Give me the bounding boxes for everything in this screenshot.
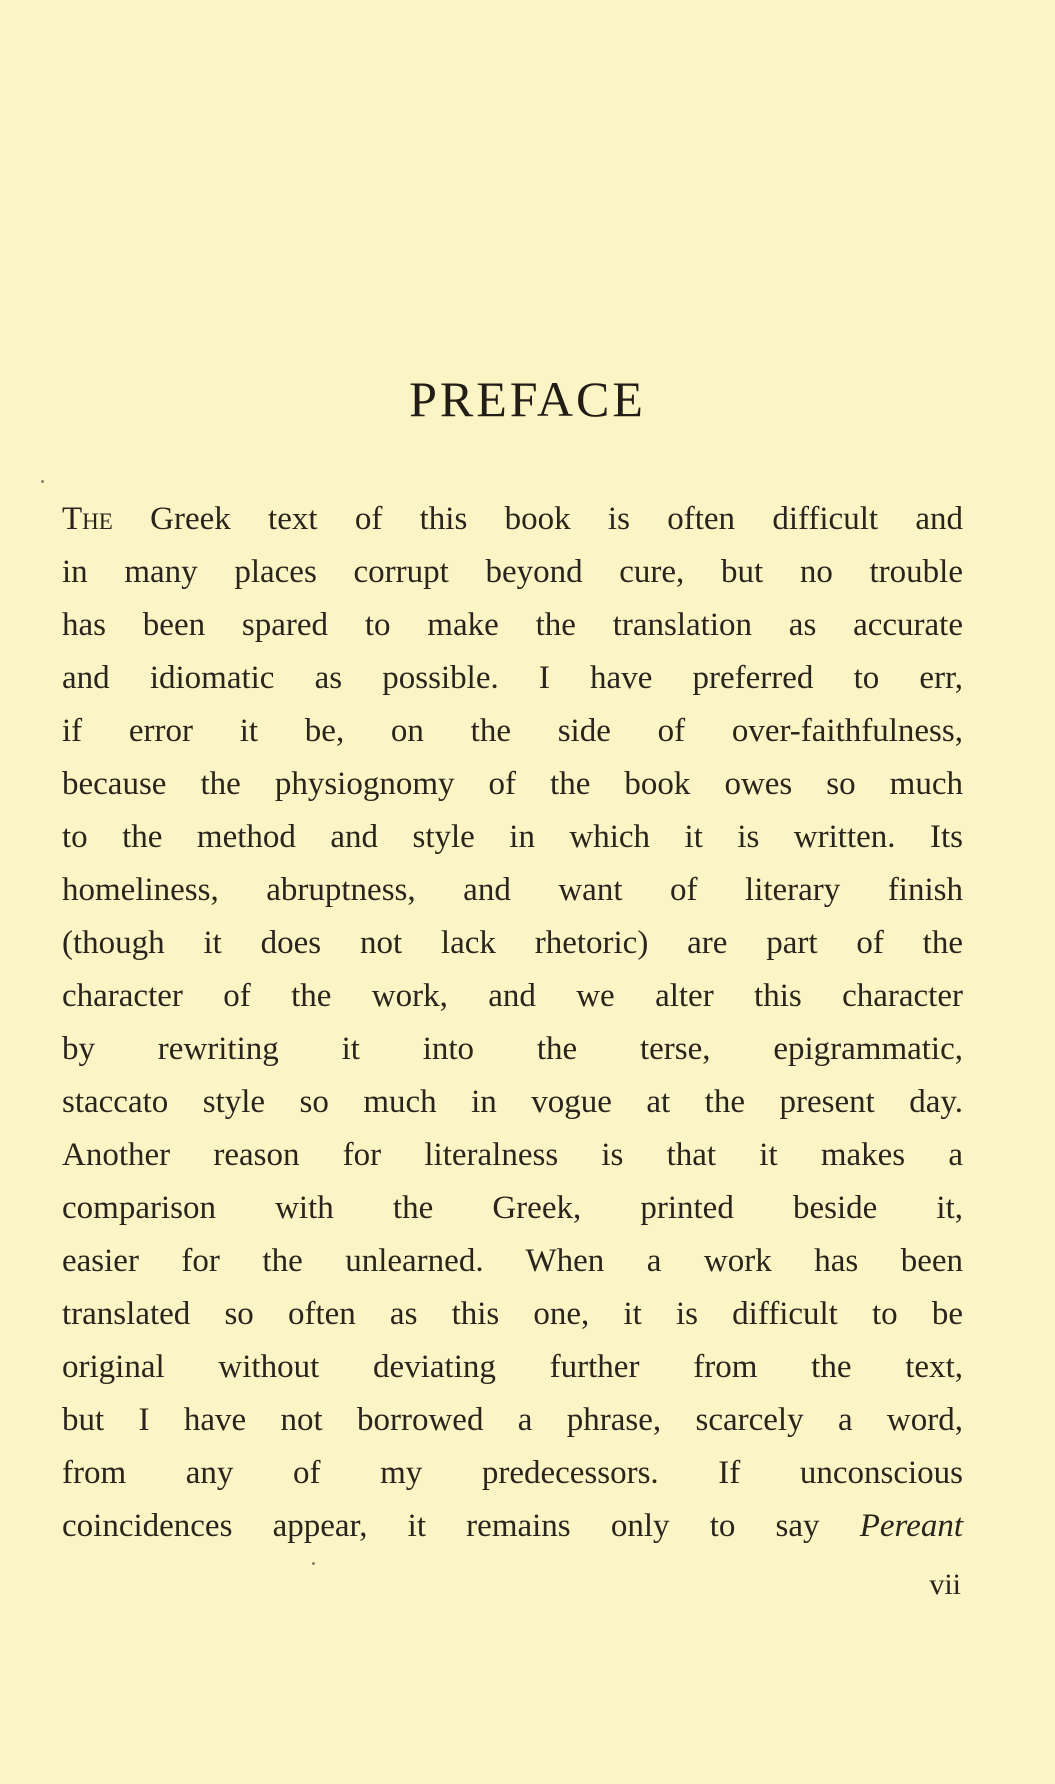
text-line: by rewriting it into the terse, epigrammatic,	[62, 1031, 963, 1067]
text-line: in many places corrupt beyond cure, but no trouble	[62, 554, 963, 590]
text-line: to the method and style in which it is written. Its	[62, 819, 963, 855]
text-line: comparison with the Greek, printed beside it,	[62, 1190, 963, 1226]
text-line: coincidences appear, it remains only to say Pereant	[62, 1508, 963, 1544]
text-line: and idiomatic as possible. I have preferred to err,	[62, 660, 963, 696]
text-line: but I have not borrowed a phrase, scarcely a word,	[62, 1402, 963, 1438]
text-line: original without deviating further from the text,	[62, 1349, 963, 1385]
text-line: staccato style so much in vogue at the present day.	[62, 1084, 963, 1120]
text-line: homeliness, abruptness, and want of literary finish	[62, 872, 963, 908]
text-line: easier for the unlearned. When a work has been	[62, 1243, 963, 1279]
page-title: PREFACE	[409, 371, 646, 427]
text-line: character of the work, and we alter this character	[62, 978, 963, 1014]
text-line: (though it does not lack rhetoric) are part of the	[62, 925, 963, 961]
text-line: because the physiognomy of the book owes so much	[62, 766, 963, 802]
text-line: has been spared to make the translation as accurate	[62, 607, 963, 643]
lead-word: The	[62, 501, 113, 537]
text-line: if error it be, on the side of over-faithfulness,	[62, 713, 963, 749]
preface-paragraph	[62, 493, 963, 1553]
text-line: from any of my predecessors. If unconscious	[62, 1455, 963, 1491]
text-line: Another reason for literalness is that it makes a	[62, 1137, 963, 1173]
italic-word: Pereant	[859, 1508, 963, 1544]
text-line: The Greek text of this book is often difficult and	[62, 501, 963, 537]
paper-speck	[312, 1562, 315, 1565]
text-line: translated so often as this one, it is difficult to be	[62, 1296, 963, 1332]
page-number: vii	[929, 1568, 961, 1601]
paper-speck	[41, 480, 44, 483]
